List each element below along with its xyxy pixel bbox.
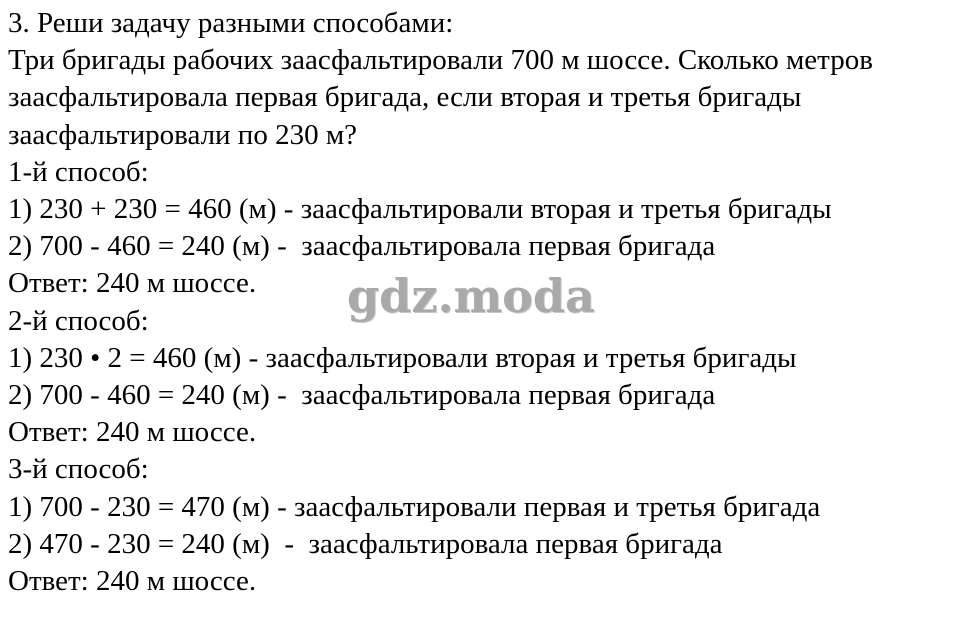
method-2-heading: 2-й способ:: [8, 304, 149, 337]
method-3-answer: Ответ: 240 м шоссе.: [8, 565, 257, 598]
method-1-heading: 1-й способ:: [8, 155, 149, 188]
task-text-line-1: Три бригады рабочих заасфальтировали 700 м шоссе. Сколько метров: [8, 44, 873, 77]
watermark-logo: gdz.moda: [347, 269, 595, 323]
task-text-line-2: заасфальтировала первая бригада, если вторая и третья бригады: [8, 81, 802, 114]
method-1-step-2: 2) 700 - 460 = 240 (м) - заасфальтировала первая бригада: [8, 230, 716, 263]
method-1-answer: Ответ: 240 м шоссе.: [8, 267, 257, 300]
method-3-step-2: 2) 470 - 230 = 240 (м) - заасфальтировала первая бригада: [8, 527, 723, 560]
method-3-heading: 3-й способ:: [8, 453, 149, 486]
method-3-step-1: 1) 700 - 230 = 470 (м) - заасфальтировали первая и третья бригада: [8, 490, 821, 523]
method-1-step-1: 1) 230 + 230 = 460 (м) - заасфальтировали вторая и третья бригады: [8, 193, 832, 226]
method-2-answer: Ответ: 240 м шоссе.: [8, 416, 257, 449]
document-body: [8, 5, 976, 600]
method-2-step-2: 2) 700 - 460 = 240 (м) - заасфальтировала первая бригада: [8, 379, 716, 412]
task-heading: 3. Реши задачу разными способами:: [8, 7, 454, 39]
method-2-step-1: 1) 230 • 2 = 460 (м) - заасфальтировали вторая и третья бригады: [8, 341, 797, 374]
task-text-line-3: заасфальтировали по 230 м?: [8, 118, 358, 151]
